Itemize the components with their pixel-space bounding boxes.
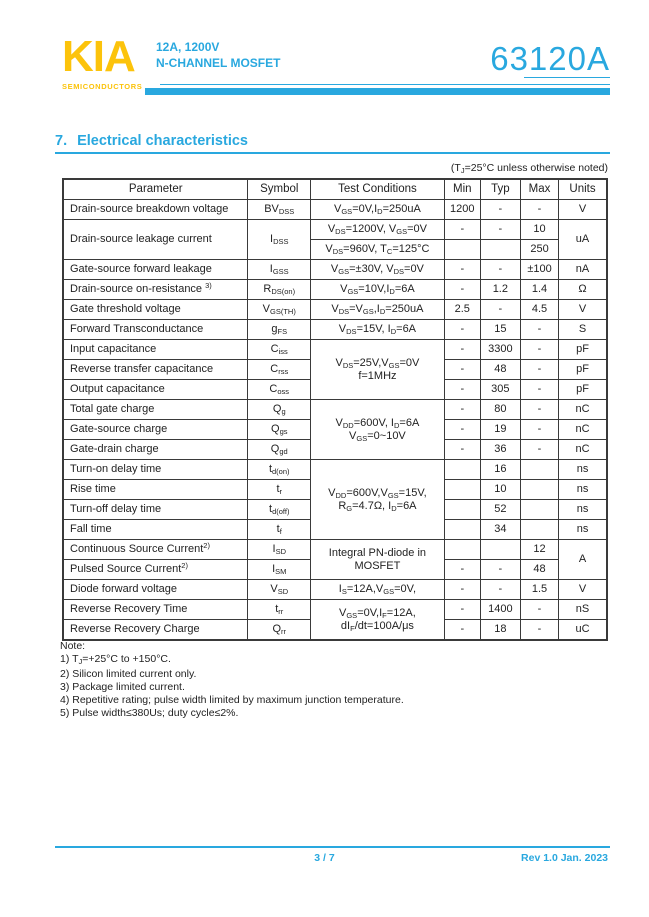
part-number: 63120A <box>490 40 610 77</box>
table-cell: $Q_{rr}$ <box>248 620 311 641</box>
footer-divider <box>55 846 610 848</box>
note-line: 3) Package limited current. <box>60 681 185 693</box>
table-cell: nC <box>559 440 607 460</box>
table-cell: - <box>444 400 480 420</box>
table-cell: Reverse Recovery Time <box>63 600 248 620</box>
table-cell: - <box>444 620 480 641</box>
table-cell: $V_{DS}=15V$, $I_D=6A$ <box>311 320 445 340</box>
table-row <box>63 320 607 340</box>
table-cell: uC <box>559 620 607 641</box>
test-condition-note: ($T_J=25^\circ C$ unless otherwise noted) <box>450 162 608 175</box>
table-cell: Integral PN-diode in MOSFET <box>311 540 445 580</box>
table-row <box>63 460 607 480</box>
column-header: Min <box>444 179 480 200</box>
table-cell <box>444 540 480 560</box>
table-cell <box>480 540 520 560</box>
table-cell: $I_{SM}$ <box>248 560 311 580</box>
table-cell: Gate-source charge <box>63 420 248 440</box>
table-cell <box>444 480 480 500</box>
table-cell: - <box>520 400 558 420</box>
table-cell: - <box>480 260 520 280</box>
table-row <box>63 580 607 600</box>
table-cell: - <box>520 320 558 340</box>
header-thin-rule <box>160 84 610 85</box>
table-cell: $V_{GS(TH)}$ <box>248 300 311 320</box>
table-cell: 1.4 <box>520 280 558 300</box>
table-cell: Forward Transconductance <box>63 320 248 340</box>
table-cell: Gate-source forward leakage <box>63 260 248 280</box>
table-cell: ns <box>559 460 607 480</box>
column-header: Test Conditions <box>311 179 445 200</box>
table-cell: 2.5 <box>444 300 480 320</box>
table-cell: $t_{d(off)}$ <box>248 500 311 520</box>
table-cell: A <box>559 540 607 580</box>
table-cell: Gate threshold voltage <box>63 300 248 320</box>
table-header-row <box>63 179 607 200</box>
table-cell: $V_{GS}=\pm 30V$, $V_{DS}=0V$ <box>311 260 445 280</box>
table-cell: nC <box>559 400 607 420</box>
table-cell: - <box>444 420 480 440</box>
column-header: Parameter <box>63 179 248 200</box>
table-cell: $R_{DS(on)}$ <box>248 280 311 300</box>
part-rating: 12A, 1200V <box>156 40 220 54</box>
table-cell: $g_{FS}$ <box>248 320 311 340</box>
table-cell: S <box>559 320 607 340</box>
table-cell: - <box>444 560 480 580</box>
table-cell: $V_{DS}=960V$, $T_C=125^\circ C$ <box>311 240 445 260</box>
section-title <box>55 133 248 149</box>
table-cell: 305 <box>480 380 520 400</box>
table-cell: Reverse Recovery Charge <box>63 620 248 641</box>
table-cell: $Q_{gd}$ <box>248 440 311 460</box>
table-cell: pF <box>559 380 607 400</box>
note-line: 4) Repetitive rating; pulse width limited by maximum junction temperature. <box>60 694 404 706</box>
table-cell: $Q_{gs}$ <box>248 420 311 440</box>
table-cell: nA <box>559 260 607 280</box>
note-line: 5) Pulse width≤380Us; duty cycle≤2%. <box>60 707 239 719</box>
table-cell: 10 <box>480 480 520 500</box>
table-cell: Drain-source leakage current <box>63 220 248 260</box>
table-cell: - <box>444 220 480 240</box>
notes-list <box>60 653 404 720</box>
table-cell: $C_{oss}$ <box>248 380 311 400</box>
table-cell: 16 <box>480 460 520 480</box>
table-cell: $V_{GS}=0V,I_F=12A$, $dI_F/dt=100A/\mu s$ <box>311 600 445 641</box>
table-cell: ns <box>559 520 607 540</box>
table-cell: V <box>559 300 607 320</box>
table-row <box>63 280 607 300</box>
table-cell: - <box>444 320 480 340</box>
table-cell: $BV_{DSS}$ <box>248 200 311 220</box>
table-cell: 48 <box>520 560 558 580</box>
table-cell: Total gate charge <box>63 400 248 420</box>
column-header: Symbol <box>248 179 311 200</box>
table-cell: $V_{GS}=0V,I_D=250uA$ <box>311 200 445 220</box>
table-cell: Drain-source breakdown voltage <box>63 200 248 220</box>
table-cell: 80 <box>480 400 520 420</box>
table-cell: - <box>444 260 480 280</box>
table-cell: 4.5 <box>520 300 558 320</box>
table-cell: $V_{DD}=600V,V_{GS}=15V$, $R_G=4.7\Omega$, $I_D=6A$ <box>311 460 445 540</box>
table-cell: $V_{GS}=10V,I_D=6A$ <box>311 280 445 300</box>
table-cell: $Q_g$ <box>248 400 311 420</box>
table-row <box>63 300 607 320</box>
table-cell: 12 <box>520 540 558 560</box>
note-line: 2) Silicon limited current only. <box>60 668 197 680</box>
table-cell: Turn-off delay time <box>63 500 248 520</box>
part-type: N-CHANNEL MOSFET <box>156 56 281 70</box>
table-cell: Gate-drain charge <box>63 440 248 460</box>
table-cell: 250 <box>520 240 558 260</box>
section-number: 7. <box>55 133 68 149</box>
header-thin-rule-right <box>524 77 610 78</box>
table-cell: Drain-source on-resistance $^{3)}$ <box>63 280 248 300</box>
table-cell: - <box>444 340 480 360</box>
part-summary <box>156 39 280 71</box>
table-cell: 3300 <box>480 340 520 360</box>
table-cell: $t_{rr}$ <box>248 600 311 620</box>
note-line: 1) $T_J=+25^\circ C$ to +150°C. <box>60 653 171 666</box>
table-cell: $t_r$ <box>248 480 311 500</box>
logo-kia: KIA <box>62 32 135 81</box>
table-cell: ns <box>559 500 607 520</box>
table-row <box>63 260 607 280</box>
table-cell: pF <box>559 360 607 380</box>
table-cell: - <box>444 440 480 460</box>
revision-label: Rev 1.0 Jan. 2023 <box>521 852 608 864</box>
table-cell: Turn-on delay time <box>63 460 248 480</box>
table-cell: - <box>520 420 558 440</box>
table-cell: $t_f$ <box>248 520 311 540</box>
table-cell: Diode forward voltage <box>63 580 248 600</box>
table-cell: 52 <box>480 500 520 520</box>
table-cell: $I_{DSS}$ <box>248 220 311 260</box>
table-cell: pF <box>559 340 607 360</box>
table-cell: $I_{SD}$ <box>248 540 311 560</box>
table-cell: $V_{DD}=600V$, $I_D=6A$ $V_{GS}=0\sim 10V$ <box>311 400 445 460</box>
table-cell: - <box>520 200 558 220</box>
table-cell: ns <box>559 480 607 500</box>
table-cell: - <box>480 300 520 320</box>
table-cell: Pulsed Source Current$^{2)}$ <box>63 560 248 580</box>
table-cell: Continuous Source Current$^{2)}$ <box>63 540 248 560</box>
table-row <box>63 400 607 420</box>
table-cell: nC <box>559 420 607 440</box>
column-header: Units <box>559 179 607 200</box>
table-cell: ±100 <box>520 260 558 280</box>
page-number: 3 / 7 <box>314 852 335 864</box>
table-cell: 19 <box>480 420 520 440</box>
table-cell: - <box>444 360 480 380</box>
table-body <box>63 200 607 641</box>
table-cell: 18 <box>480 620 520 641</box>
notes-section <box>60 640 404 720</box>
table-cell: - <box>480 560 520 580</box>
table-row <box>63 220 607 240</box>
table-cell: Fall time <box>63 520 248 540</box>
column-header: Typ <box>480 179 520 200</box>
table-cell <box>520 480 558 500</box>
table-cell <box>520 460 558 480</box>
table-row <box>63 340 607 360</box>
table-cell: nS <box>559 600 607 620</box>
column-header: Max <box>520 179 558 200</box>
table-cell <box>480 240 520 260</box>
table-cell <box>520 520 558 540</box>
table-cell: Reverse transfer capacitance <box>63 360 248 380</box>
table-cell <box>444 500 480 520</box>
table-row <box>63 600 607 620</box>
table-cell: 48 <box>480 360 520 380</box>
table-cell: 1.5 <box>520 580 558 600</box>
table-cell: - <box>520 620 558 641</box>
table-row <box>63 540 607 560</box>
table-cell: - <box>444 580 480 600</box>
table-cell: - <box>444 280 480 300</box>
table-cell <box>444 460 480 480</box>
table-cell: $V_{SD}$ <box>248 580 311 600</box>
table-cell: - <box>480 200 520 220</box>
table-cell: V <box>559 580 607 600</box>
table-cell: - <box>480 580 520 600</box>
table-cell: Rise time <box>63 480 248 500</box>
table-cell <box>520 500 558 520</box>
table-cell: - <box>520 360 558 380</box>
electrical-characteristics-table <box>62 178 608 641</box>
table-cell: V <box>559 200 607 220</box>
table-cell: 1400 <box>480 600 520 620</box>
table-row <box>63 200 607 220</box>
table-cell: - <box>520 340 558 360</box>
table-cell: $C_{iss}$ <box>248 340 311 360</box>
table-cell: $t_{d(on)}$ <box>248 460 311 480</box>
section-title-text: Electrical characteristics <box>77 133 248 149</box>
table-cell: $I_{GSS}$ <box>248 260 311 280</box>
table-cell: $I_S=12A,V_{GS}=0V$, <box>311 580 445 600</box>
table-cell: Output capacitance <box>63 380 248 400</box>
table-cell: - <box>520 440 558 460</box>
table-cell: $V_{DS}=25V,V_{GS}=0V$ f=1MHz <box>311 340 445 400</box>
table-cell: - <box>444 600 480 620</box>
table-cell: 36 <box>480 440 520 460</box>
table-cell: 10 <box>520 220 558 240</box>
table-cell: 1.2 <box>480 280 520 300</box>
table-cell <box>444 520 480 540</box>
section-underline <box>55 152 610 154</box>
table-cell: $C_{rss}$ <box>248 360 311 380</box>
table-cell: 1200 <box>444 200 480 220</box>
table-cell: $V_{DS}=1200V$, $V_{GS}=0V$ <box>311 220 445 240</box>
header-thick-bar <box>145 88 610 95</box>
table-cell: - <box>520 600 558 620</box>
table-cell: Input capacitance <box>63 340 248 360</box>
table-cell: uA <box>559 220 607 260</box>
table-cell: - <box>480 220 520 240</box>
notes-title: Note: <box>60 640 86 652</box>
table-cell: 15 <box>480 320 520 340</box>
brand-logo <box>62 32 143 91</box>
table-cell: - <box>444 380 480 400</box>
table-cell: 34 <box>480 520 520 540</box>
table-cell <box>444 240 480 260</box>
table-cell: Ω <box>559 280 607 300</box>
table-cell: - <box>520 380 558 400</box>
table-cell: $V_{DS}=V_{GS},I_D=250uA$ <box>311 300 445 320</box>
logo-subtext: SEMICONDUCTORS <box>62 81 143 91</box>
